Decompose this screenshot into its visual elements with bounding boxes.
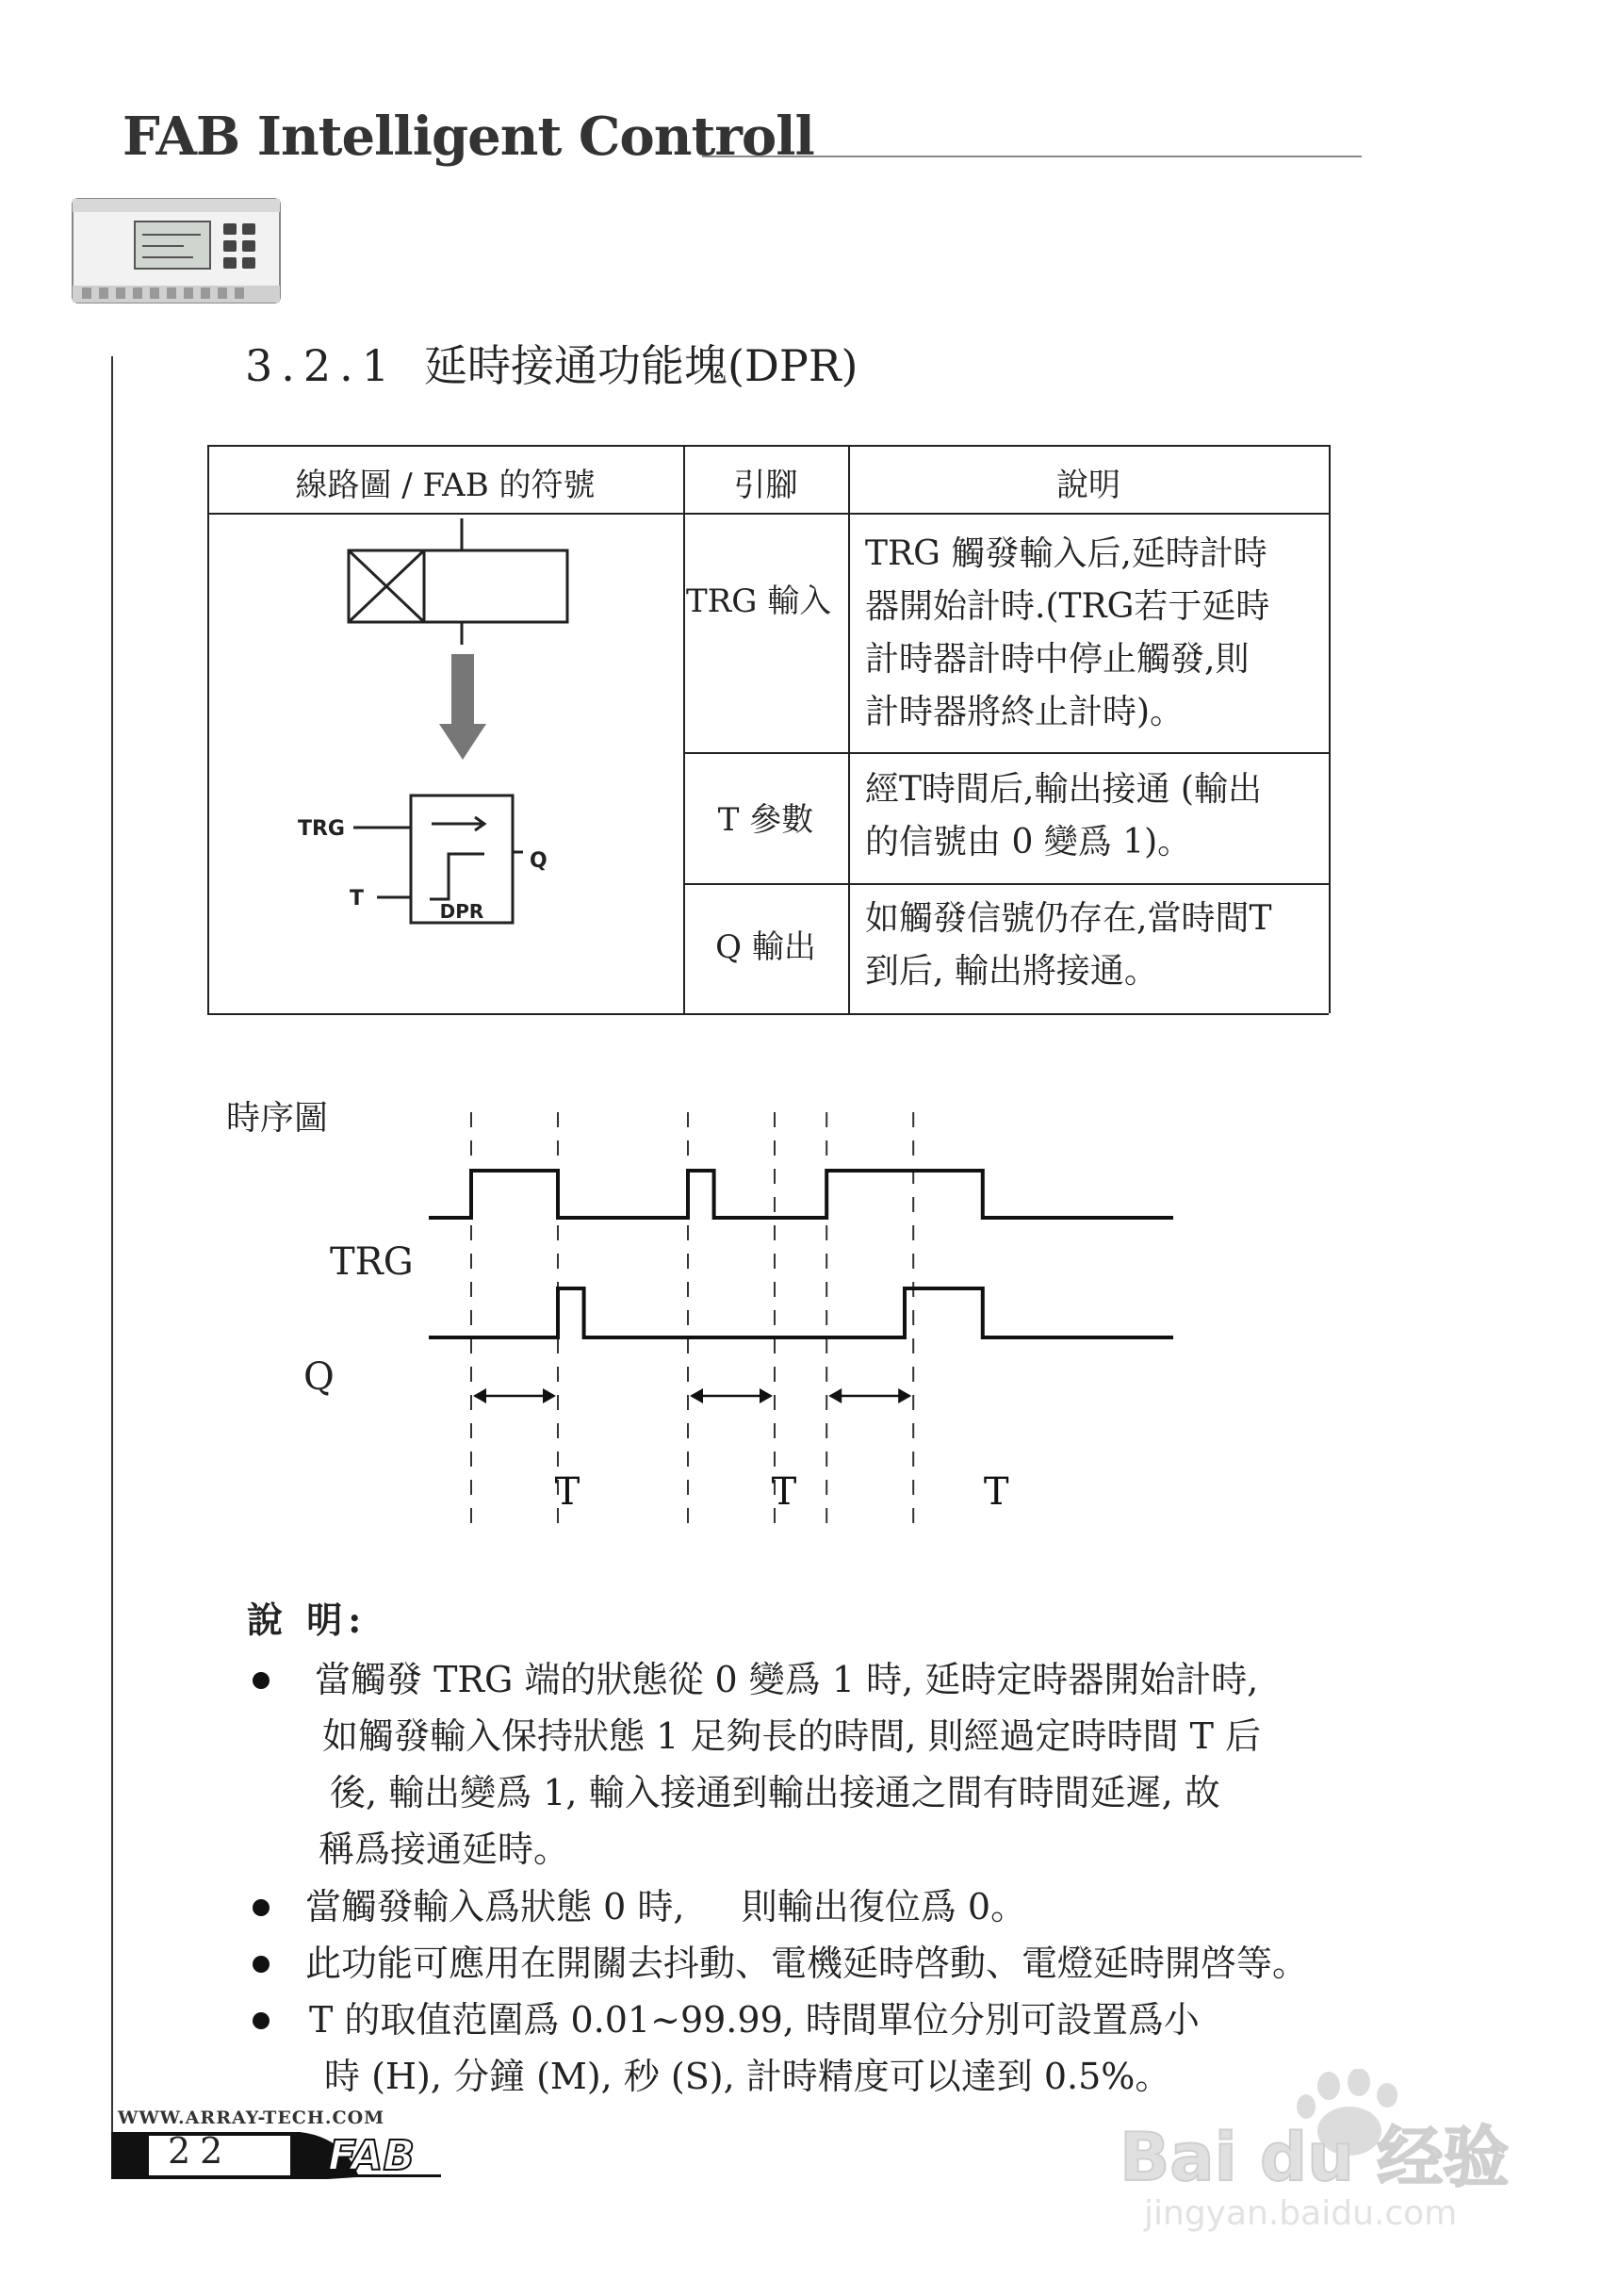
pin-trg-input: TRG 輸入 bbox=[686, 582, 832, 620]
section-title: 延時接通功能塊(DPR) bbox=[424, 340, 858, 391]
timing-diagram bbox=[226, 1091, 1187, 1534]
table-right-border bbox=[1329, 445, 1331, 1013]
arrow-head bbox=[760, 1388, 773, 1403]
symbol-t-label: T bbox=[349, 887, 364, 910]
table-col-divider-2 bbox=[848, 445, 850, 1013]
desc-line: 的信號由 0 變爲 1)。 bbox=[865, 823, 1192, 861]
interval-label-t: T bbox=[554, 1470, 580, 1514]
table-bottom-border bbox=[207, 1013, 1329, 1015]
arrow-head bbox=[543, 1388, 556, 1403]
bullet-1 bbox=[253, 1651, 1346, 1878]
desc-line: 計時器將終止計時)。 bbox=[865, 693, 1185, 731]
bullet-line: 後, 輸出變爲 1, 輸入接通到輸出接通之間有時間延遲, 故 bbox=[330, 1772, 1220, 1813]
footer-website: WWW.ARRAY-TECH.COM bbox=[118, 2107, 385, 2128]
symbol-q-label: Q bbox=[530, 849, 548, 873]
timing-q-label: Q bbox=[303, 1355, 335, 1399]
desc-t-parameter bbox=[865, 763, 1327, 869]
plc-device-image bbox=[71, 191, 283, 309]
section-heading bbox=[245, 332, 858, 394]
explanation-title: 說 明: bbox=[247, 1599, 368, 1641]
trg-waveform bbox=[429, 1171, 1173, 1218]
timing-waveforms bbox=[226, 1091, 1187, 1534]
footer-bar bbox=[111, 2132, 441, 2179]
interval-label-t: T bbox=[983, 1470, 1009, 1514]
desc-q-output bbox=[865, 893, 1327, 998]
desc-trg-input bbox=[865, 528, 1327, 739]
pin-q-output: Q 輸出 bbox=[715, 928, 816, 966]
watermark-url: jingyan.baidu.com bbox=[1144, 2194, 1458, 2233]
baidu-watermark bbox=[1112, 2069, 1527, 2234]
table-header-symbol: 線路圖 / FAB 的符號 bbox=[295, 467, 596, 504]
brand-title: FAB Intelligent Controll bbox=[123, 106, 814, 168]
desc-line: 經T時間后,輸出接通 (輸出 bbox=[865, 770, 1262, 809]
table-row-border-2 bbox=[683, 883, 1329, 885]
pin-t-parameter: T 參數 bbox=[717, 801, 814, 839]
bullet-line: 如觸發輸入保持狀態 1 足夠長的時間, 則經過定時時間 T 后 bbox=[322, 1715, 1261, 1757]
pin-table bbox=[207, 445, 1329, 1013]
desc-line: 器開始計時.(TRG若于延時 bbox=[865, 587, 1270, 626]
timing-trg-label: TRG bbox=[330, 1240, 414, 1284]
bullet-dot bbox=[253, 1672, 270, 1689]
header-rule bbox=[702, 156, 1362, 157]
table-header-description: 說明 bbox=[1056, 467, 1120, 504]
desc-line: TRG 觸發輸入后,延時計時 bbox=[865, 534, 1267, 573]
footer-logo: FAB bbox=[328, 2132, 415, 2179]
interval-label-t: T bbox=[771, 1470, 797, 1514]
watermark-brand: Bai du 经验 bbox=[1120, 2119, 1510, 2196]
bullet-line: 稱爲接通延時。 bbox=[319, 1829, 570, 1870]
left-margin-rule bbox=[111, 356, 113, 2147]
desc-line: 計時器計時中停止觸發,則 bbox=[865, 640, 1250, 679]
bullet-line: 此功能可應用在開關去抖動、電機延時啓動、電燈延時開啓等。 bbox=[305, 1943, 1309, 1984]
symbol-trg-label: TRG bbox=[297, 817, 345, 841]
bullet-3 bbox=[253, 1935, 1346, 1992]
table-header-pin: 引腳 bbox=[733, 467, 798, 504]
desc-line: 如觸發信號仍存在,當時間T bbox=[865, 899, 1272, 938]
arrow-head bbox=[898, 1388, 911, 1403]
page-number: 22 bbox=[168, 2130, 233, 2172]
arrow-head bbox=[473, 1388, 486, 1403]
dpr-symbol-diagram bbox=[207, 513, 683, 1013]
bullet-2 bbox=[253, 1878, 1346, 1935]
desc-line: 到后, 輸出將接通。 bbox=[865, 952, 1158, 991]
bullet-line: 時 (H), 分鐘 (M), 秒 (S), 計時精度可以達到 0.5%。 bbox=[324, 2056, 1171, 2097]
q-waveform bbox=[429, 1288, 1173, 1337]
arrow-head bbox=[828, 1388, 842, 1403]
table-row-border-1 bbox=[683, 752, 1329, 754]
bullet-dot bbox=[253, 1956, 270, 1973]
bullet-line: 當觸發輸入爲狀態 0 時, 則輸出復位爲 0。 bbox=[305, 1886, 1027, 1927]
table-top-border bbox=[207, 445, 1329, 447]
bullet-line: T 的取值范圍爲 0.01~99.99, 時間單位分別可設置爲小 bbox=[309, 1999, 1200, 2041]
bullet-dot bbox=[253, 2012, 270, 2029]
section-number: 3.2.1 bbox=[245, 340, 399, 391]
symbol-block-label: DPR bbox=[439, 900, 484, 923]
arrow-head bbox=[690, 1388, 703, 1403]
bullet-line: 當觸發 TRG 端的狀態從 0 變爲 1 時, 延時定時器開始計時, bbox=[315, 1659, 1259, 1700]
timing-title: 時序圖 bbox=[226, 1099, 329, 1138]
bullet-dot bbox=[253, 1899, 270, 1916]
